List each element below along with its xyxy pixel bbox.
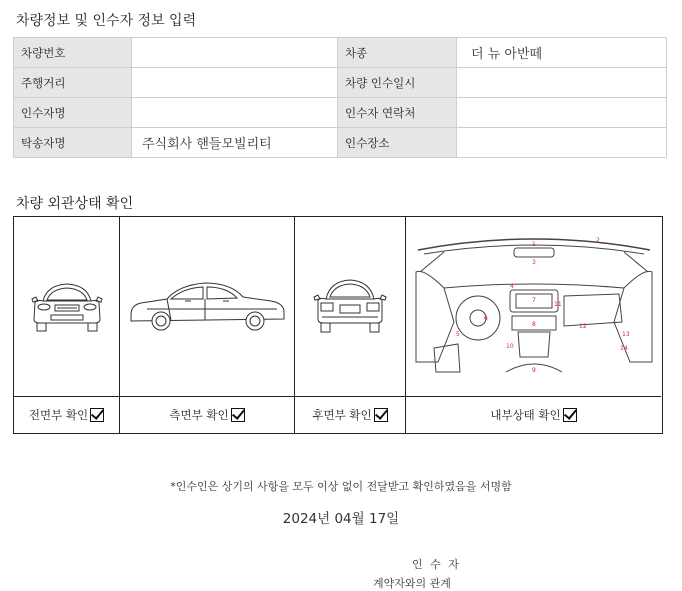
side-checkbox[interactable] xyxy=(231,408,245,422)
label-driver-name: 탁송자명 xyxy=(14,128,132,158)
car-side-image xyxy=(120,217,294,396)
interior-marker-4: 4 xyxy=(509,282,514,290)
table-row xyxy=(14,98,667,128)
front-check-label: 전면부 확인 xyxy=(28,408,89,422)
interior-marker-13: 13 xyxy=(621,330,630,338)
label-mileage: 주행거리 xyxy=(14,68,132,98)
front-checkbox[interactable] xyxy=(90,408,104,422)
interior-check-footer xyxy=(406,396,661,433)
interior-column xyxy=(406,217,661,433)
vehicle-info-title: 차량정보 및 인수자 정보 입력 xyxy=(16,13,197,29)
rear-checkbox[interactable] xyxy=(374,408,388,422)
car-interior-image xyxy=(406,217,661,396)
front-check-footer xyxy=(14,396,119,433)
table-row xyxy=(14,38,667,68)
receiver-label: 인 수 자 xyxy=(412,558,461,571)
rear-column xyxy=(295,217,406,433)
exterior-check-grid xyxy=(13,216,663,434)
signature-date: 2024년 04월 17일 xyxy=(282,511,400,527)
car-front-image xyxy=(14,217,119,396)
interior-marker-11: 11 xyxy=(553,300,562,308)
driver-name-field[interactable]: 주식회사 핸들모빌리티 xyxy=(132,128,338,158)
interior-marker-1: 1 xyxy=(531,240,536,248)
interior-marker-5: 5 xyxy=(455,330,460,338)
side-column xyxy=(120,217,295,433)
delivery-datetime-field[interactable] xyxy=(457,68,667,98)
table-row xyxy=(14,68,667,98)
vehicle-number-field[interactable] xyxy=(132,38,338,68)
car-interior-icon xyxy=(414,232,654,382)
interior-marker-14: 14 xyxy=(619,344,628,352)
exterior-check-title: 차량 외관상태 확인 xyxy=(16,196,134,212)
rear-check-footer xyxy=(295,396,405,433)
car-front-icon xyxy=(27,277,107,337)
confirmation-notice: *인수인은 상기의 사항을 모두 이상 없이 전달받고 확인하였음을 서명함 xyxy=(170,480,512,493)
delivery-place-field[interactable] xyxy=(457,128,667,158)
relation-label: 계약자와의 관계 xyxy=(373,577,451,590)
interior-check-label: 내부상태 확인 xyxy=(490,408,561,422)
label-receiver-contact: 인수자 연락처 xyxy=(338,98,457,128)
interior-marker-12: 12 xyxy=(578,322,587,330)
interior-marker-8: 8 xyxy=(531,320,536,328)
label-delivery-place: 인수장소 xyxy=(338,128,457,158)
interior-marker-3: 3 xyxy=(531,258,536,266)
interior-marker-9: 9 xyxy=(531,366,536,374)
interior-marker-2: 2 xyxy=(595,236,600,244)
interior-checkbox[interactable] xyxy=(563,408,577,422)
car-side-icon xyxy=(127,277,287,337)
rear-check-label: 후면부 확인 xyxy=(312,408,372,422)
car-rear-image xyxy=(295,217,405,396)
interior-marker-7: 7 xyxy=(531,296,536,304)
label-delivery-datetime: 차량 인수일시 xyxy=(338,68,457,98)
car-rear-icon xyxy=(308,275,392,339)
vehicle-info-table xyxy=(13,37,667,158)
side-check-footer xyxy=(120,396,294,433)
interior-marker-6: 6 xyxy=(483,314,488,322)
side-check-label: 측면부 확인 xyxy=(169,408,229,422)
front-column xyxy=(14,217,120,433)
table-row xyxy=(14,128,667,158)
label-car-model: 차종 xyxy=(338,38,457,68)
receiver-name-field[interactable] xyxy=(132,98,338,128)
label-receiver-name: 인수자명 xyxy=(14,98,132,128)
receiver-contact-field[interactable] xyxy=(457,98,667,128)
mileage-field[interactable] xyxy=(132,68,338,98)
car-model-field[interactable]: 더 뉴 아반떼 xyxy=(457,38,667,68)
label-vehicle-number: 차량번호 xyxy=(14,38,132,68)
interior-marker-10: 10 xyxy=(505,342,514,350)
